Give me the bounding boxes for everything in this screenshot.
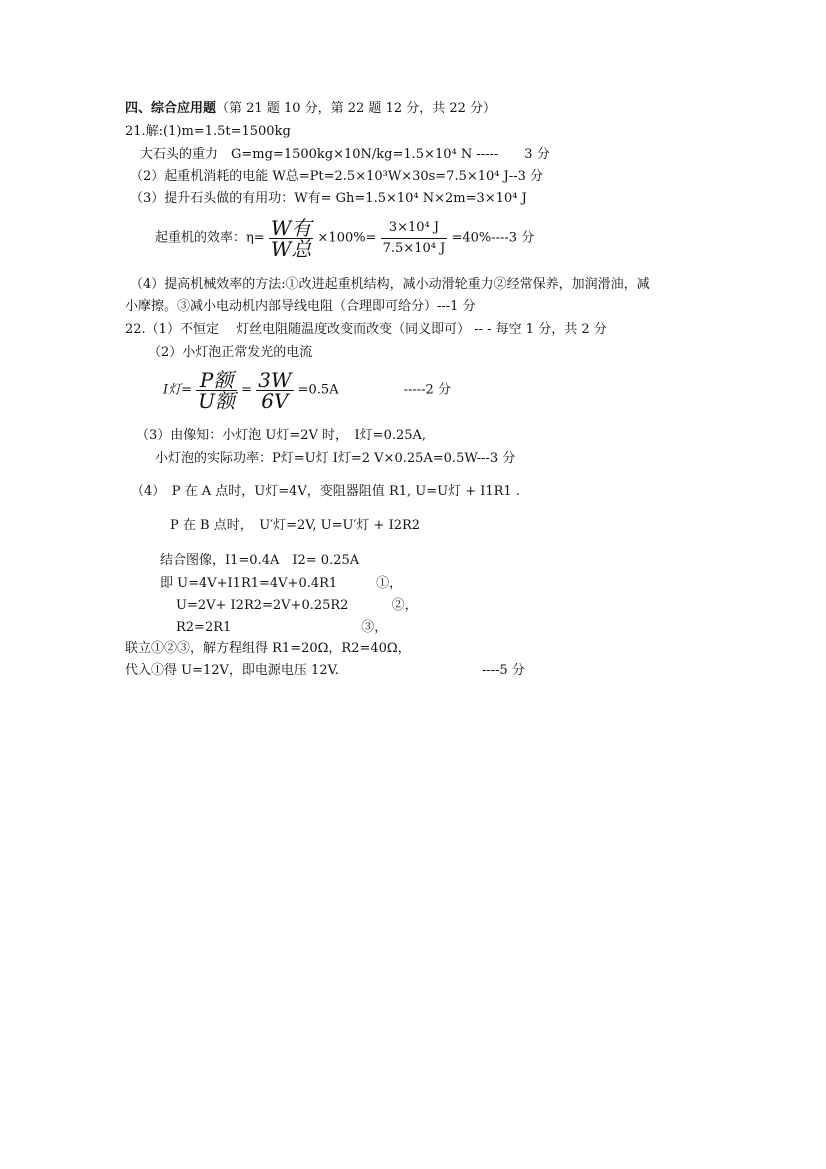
current-fraction-2 — [256, 370, 293, 411]
current-label: I灯= — [163, 382, 193, 398]
fraction-numerator: 3W — [258, 368, 292, 392]
fraction-numerator: P额 — [196, 370, 237, 391]
efficiency-fraction-1 — [269, 218, 314, 259]
efficiency-fraction-2 — [381, 218, 448, 259]
q21-line-6: （4）提高机械效率的方法:①改进起重机结构，减小动滑轮重力②经常保养，加润滑油，减 — [130, 277, 650, 292]
q22-line-9: 即 U=4V+I1R1=4V+0.4R1 ①， — [160, 576, 403, 591]
q21-line-3: （2）起重机消耗的电能 W总=Pt=2.5×10³W×30s=7.5×10⁴ J--3 分 — [130, 169, 544, 184]
q22-line-11: R2=2R1 ③， — [176, 620, 388, 635]
fraction-numerator: W有 — [270, 216, 312, 240]
fraction-denominator: 7.5×10⁴ J — [382, 241, 446, 256]
q22-line-6: （4） P 在 A 点时，U灯=4V，变阻器阻值 R1, U=U灯 + I1R1 . — [131, 484, 520, 499]
q22-line-8: 结合图像，I1=0.4A I2= 0.25A — [160, 553, 360, 568]
efficiency-label: 起重机的效率：η= — [155, 230, 265, 246]
q22-line-13: 代入①得 U=12V，即电源电压 12V. ----5 分 — [125, 663, 525, 678]
efficiency-mid: ×100%= — [317, 230, 377, 246]
fraction-numerator: 3×10⁴ J — [381, 218, 448, 239]
fraction-denominator: W总 — [270, 237, 312, 261]
q21-efficiency-formula — [155, 218, 534, 259]
q22-line-1: 22.（1）不恒定 灯丝电阻随温度改变而改变（同义即可） -- - 每空 1 分，共 2 分 — [125, 322, 607, 337]
q22-line-4: （3）由像知：小灯泡 U灯=2V 时， I灯=0.25A, — [136, 428, 427, 443]
q22-line-5: 小灯泡的实际功率：P灯=U灯 I灯=2 V×0.25A=0.5W---3 分 — [155, 451, 516, 466]
efficiency-result: =40%----3 分 — [451, 230, 535, 246]
q22-current-formula — [163, 370, 451, 411]
current-equals: = — [241, 382, 253, 398]
q22-line-10: U=2V+ I2R2=2V+0.25R2 ②， — [176, 598, 418, 613]
fraction-denominator: U额 — [198, 389, 236, 413]
q21-line-4: （3）提升石头做的有用功：W有= Gh=1.5×10⁴ N×2m=3×10⁴ J — [130, 191, 527, 206]
section-score-note: （第 21 题 10 分，第 22 题 12 分，共 22 分） — [216, 101, 497, 116]
q22-line-12: 联立①②③，解方程组得 R1=20Ω，R2=40Ω， — [125, 641, 411, 656]
section-heading: 四、综合应用题 — [125, 101, 217, 116]
section-heading-line — [125, 101, 496, 117]
q21-line-2: 大石头的重力 G=mg=1500kg×10N/kg=1.5×10⁴ N ----- 3 分 — [140, 147, 550, 162]
current-result: =0.5A -----2 分 — [297, 382, 451, 398]
q22-line-7: P 在 B 点时， U′灯=2V, U=U′灯 + I2R2 — [170, 518, 421, 533]
q21-line-1: 21.解:(1)m=1.5t=1500kg — [125, 124, 291, 139]
current-fraction-1 — [196, 370, 237, 411]
q22-line-2: （2）小灯泡正常发光的电流 — [148, 345, 313, 360]
fraction-denominator: 6V — [261, 389, 289, 413]
q21-line-7: 小摩擦。③减小电动机内部导线电阻（合理即可给分）---1 分 — [125, 299, 476, 314]
